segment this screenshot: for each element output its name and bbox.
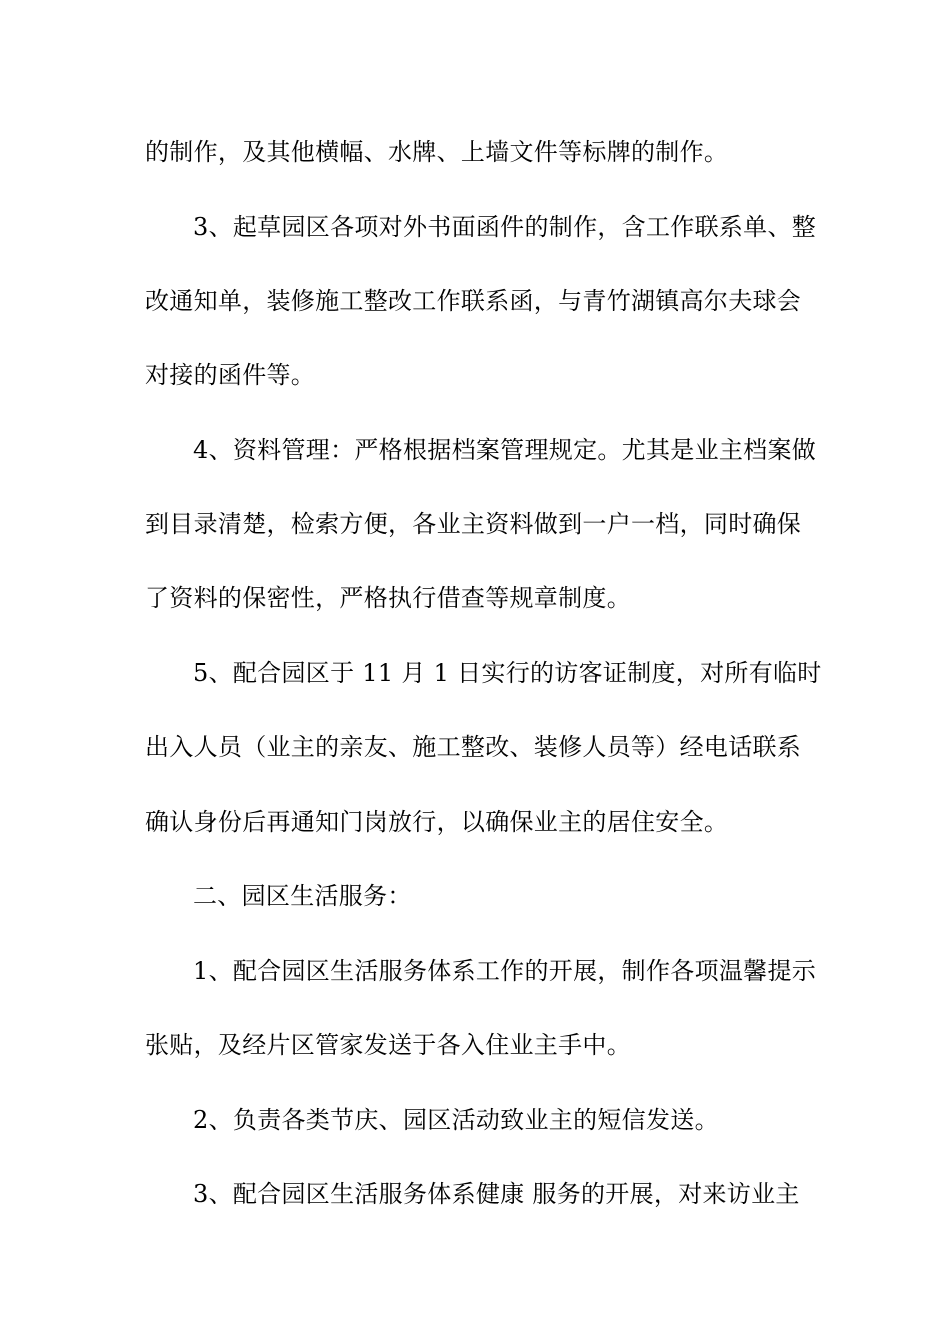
paragraph-line-8: 5、配合园区于 11 月 1 日实行的访客证制度，对所有临时 xyxy=(193,659,822,687)
paragraph-line-3: 改通知单，装修施工整改工作联系函，与青竹湖镇高尔夫球会 xyxy=(145,287,802,315)
paragraph-line-9: 出入人员（业主的亲友、施工整改、装修人员等）经电话联系 xyxy=(145,733,802,761)
paragraph-line-12: 1、配合园区生活服务体系工作的开展，制作各项温馨提示 xyxy=(193,957,817,985)
paragraph-line-2: 3、起草园区各项对外书面函件的制作，含工作联系单、整 xyxy=(193,213,817,241)
paragraph-line-14: 2、负责各类节庆、园区活动致业主的短信发送。 xyxy=(193,1106,719,1134)
paragraph-line-15: 3、配合园区生活服务体系健康 服务的开展，对来访业主 xyxy=(193,1180,800,1208)
paragraph-line-1: 的制作，及其他横幅、水牌、上墙文件等标牌的制作。 xyxy=(145,138,729,166)
section-heading: 二、园区生活服务： xyxy=(193,882,412,910)
paragraph-line-13: 张贴，及经片区管家发送于各入住业主手中。 xyxy=(145,1031,631,1059)
paragraph-line-10: 确认身份后再通知门岗放行，以确保业主的居住安全。 xyxy=(145,808,729,836)
paragraph-line-5: 4、资料管理：严格根据档案管理规定。尤其是业主档案做 xyxy=(193,436,817,464)
paragraph-line-4: 对接的函件等。 xyxy=(145,361,316,389)
paragraph-line-7: 了资料的保密性，严格执行借查等规章制度。 xyxy=(145,584,631,612)
paragraph-line-6: 到目录清楚，检索方便，各业主资料做到一户一档，同时确保 xyxy=(145,510,802,538)
